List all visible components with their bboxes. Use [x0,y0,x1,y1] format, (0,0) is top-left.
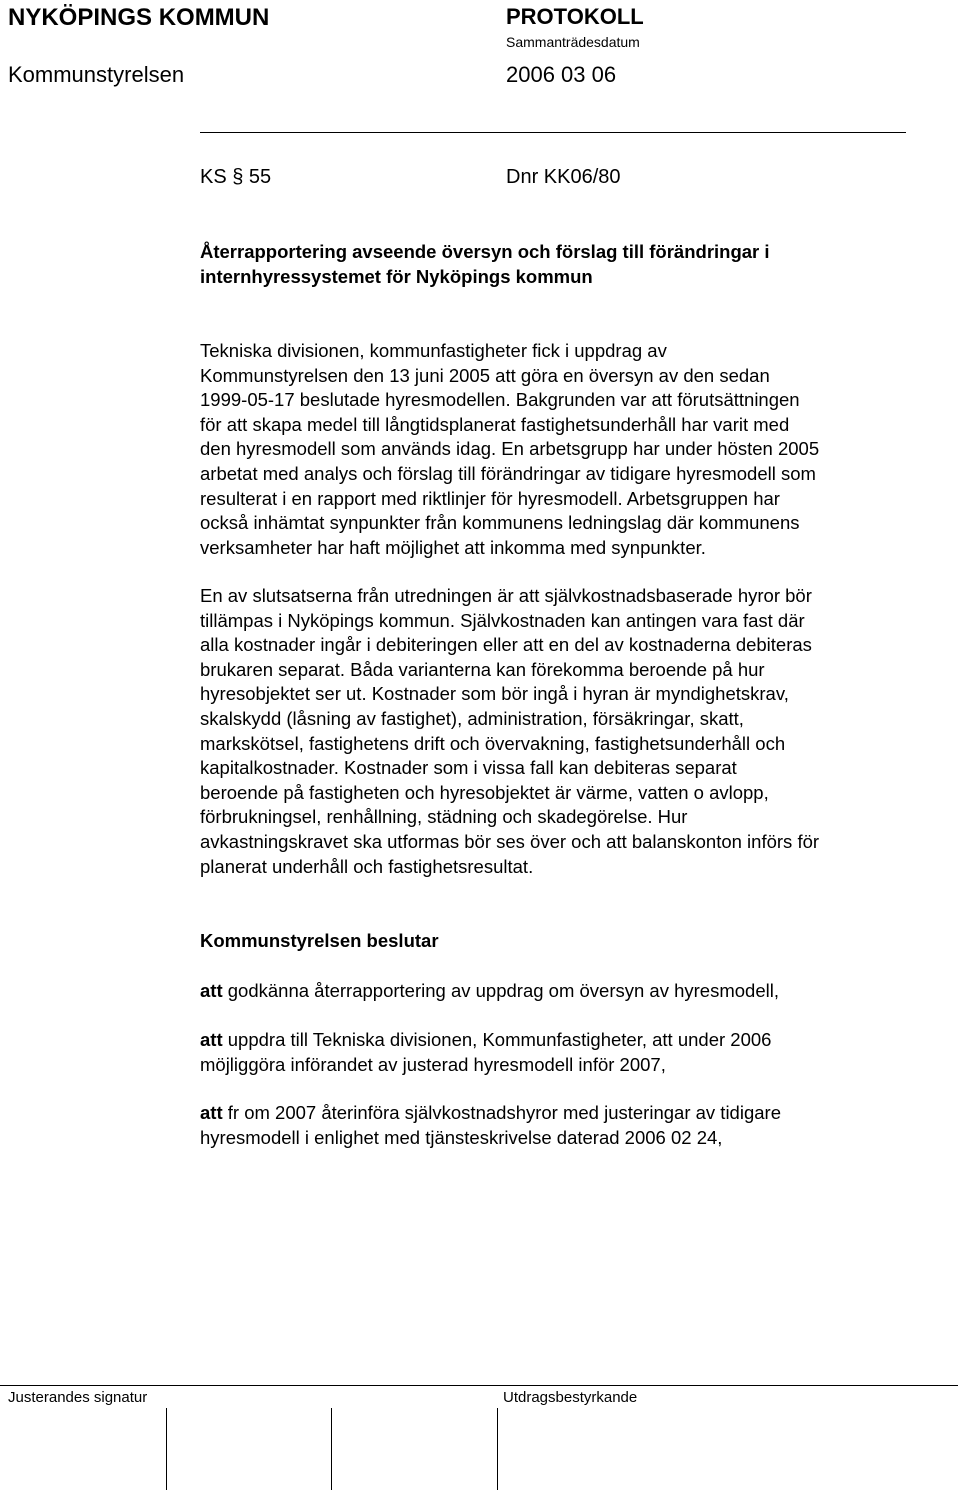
text-line: den hyresmodell som används idag. En arbetsgrupp har under hösten 2005 [200,438,820,460]
title-line: Återrapportering avseende översyn och förslag till förändringar i [200,241,770,262]
decision-clause [200,979,920,1004]
text-line: Tekniska divisionen, kommunfastigheter fick i uppdrag av [200,340,667,361]
item-title [200,240,920,289]
extract-certification-label: Utdragsbestyrkande [503,1389,638,1406]
meeting-date-label: Sammanträdesdatum [506,34,640,50]
att-keyword: att [200,1029,223,1050]
att-keyword: att [200,980,223,1001]
text-line: avkastningskravet ska utformas bör ses över och att balanskonton införs för [200,830,820,852]
signature-box-divider [497,1408,498,1490]
att-keyword: att [200,1102,223,1123]
background-paragraph [200,339,920,560]
text-line: skalskydd (låsning av fastighet), administration, försäkringar, skatt, [200,707,744,729]
clause-text: uppdra till Tekniska divisionen, Kommunfastigheter, att under 2006 [222,1029,772,1050]
text-line: 1999-05-17 beslutade hyresmodellen. Bakgrunden var att förutsättningen [200,389,800,411]
decision-line: möjliggöra införandet av justerad hyresmodell inför 2007, [200,1053,666,1075]
signature-label: Justerandes signatur [8,1389,148,1406]
signature-box-divider [331,1408,332,1490]
decision-line [200,1028,920,1053]
text-line: beroende på fastigheten och hyresobjektet är värme, vatten o avlopp, [200,781,769,803]
text-line: också inhämtat synpunkter från kommunens ledningslag där kommunens [200,512,800,534]
text-line: för att skapa medel till långtidsplanerat fastighetsunderhåll har varit med [200,413,790,435]
text-line: tillämpas i Nyköpings kommun. Självkostnaden kan antingen vara fast där [200,609,805,631]
decision-clause [200,1028,920,1077]
conclusion-paragraph [200,584,920,879]
text-line: En av slutsatserna från utredningen är att självkostnadsbaserade hyror bör [200,585,812,606]
text-line: hyresobjektet ser ut. Kostnader som bör ingå i hyran är myndighetskrav, [200,683,789,705]
municipality-name: NYKÖPINGS KOMMUN [8,4,270,31]
diary-number: Dnr KK06/80 [506,166,621,188]
decision-heading: Kommunstyrelsen beslutar [200,930,439,951]
text-line: alla kostnader ingår i debiteringen eller att en del av kostnaderna debiteras [200,634,812,656]
footer-divider [0,1385,958,1386]
document-type: PROTOKOLL [506,4,644,29]
header-divider [200,132,906,133]
text-line: förbrukningsel, renhållning, städning och skadegörelse. Hur [200,806,688,828]
text-line: resulterat i en rapport med riktlinjer för hyresmodell. Arbetsgruppen har [200,487,780,509]
clause-text: godkänna återrapportering av uppdrag om översyn av hyresmodell, [222,980,779,1001]
ks-paragraph-number: KS § 55 [200,166,272,188]
text-line: verksamheter har haft möjlighet att inkomma med synpunkter. [200,536,706,558]
text-line: kapitalkostnader. Kostnader som i vissa fall kan debiteras separat [200,757,737,779]
title-line: internhyressystemet för Nyköpings kommun [200,265,593,287]
signature-box-divider [166,1408,167,1490]
text-line: markskötsel, fastighetens drift och övervakning, fastighetsunderhåll och [200,732,786,754]
text-line: arbetat med analys och förslag till förändringar av tidigare hyresmodell som [200,462,816,484]
meeting-date: 2006 03 06 [506,62,617,87]
committee-name: Kommunstyrelsen [8,62,185,87]
clause-text: fr om 2007 återinföra självkostnadshyror med justeringar av tidigare [222,1102,781,1123]
decision-clause [200,1101,920,1150]
decision-line [200,979,920,1004]
text-line: planerat underhåll och fastighetsresultat. [200,855,534,877]
text-line: Kommunstyrelsen den 13 juni 2005 att göra en översyn av den sedan [200,364,770,386]
decision-line: hyresmodell i enlighet med tjänsteskrivelse daterad 2006 02 24, [200,1126,723,1148]
text-line: brukaren separat. Båda varianterna kan förekomma beroende på hur [200,658,765,680]
decision-line [200,1101,920,1126]
